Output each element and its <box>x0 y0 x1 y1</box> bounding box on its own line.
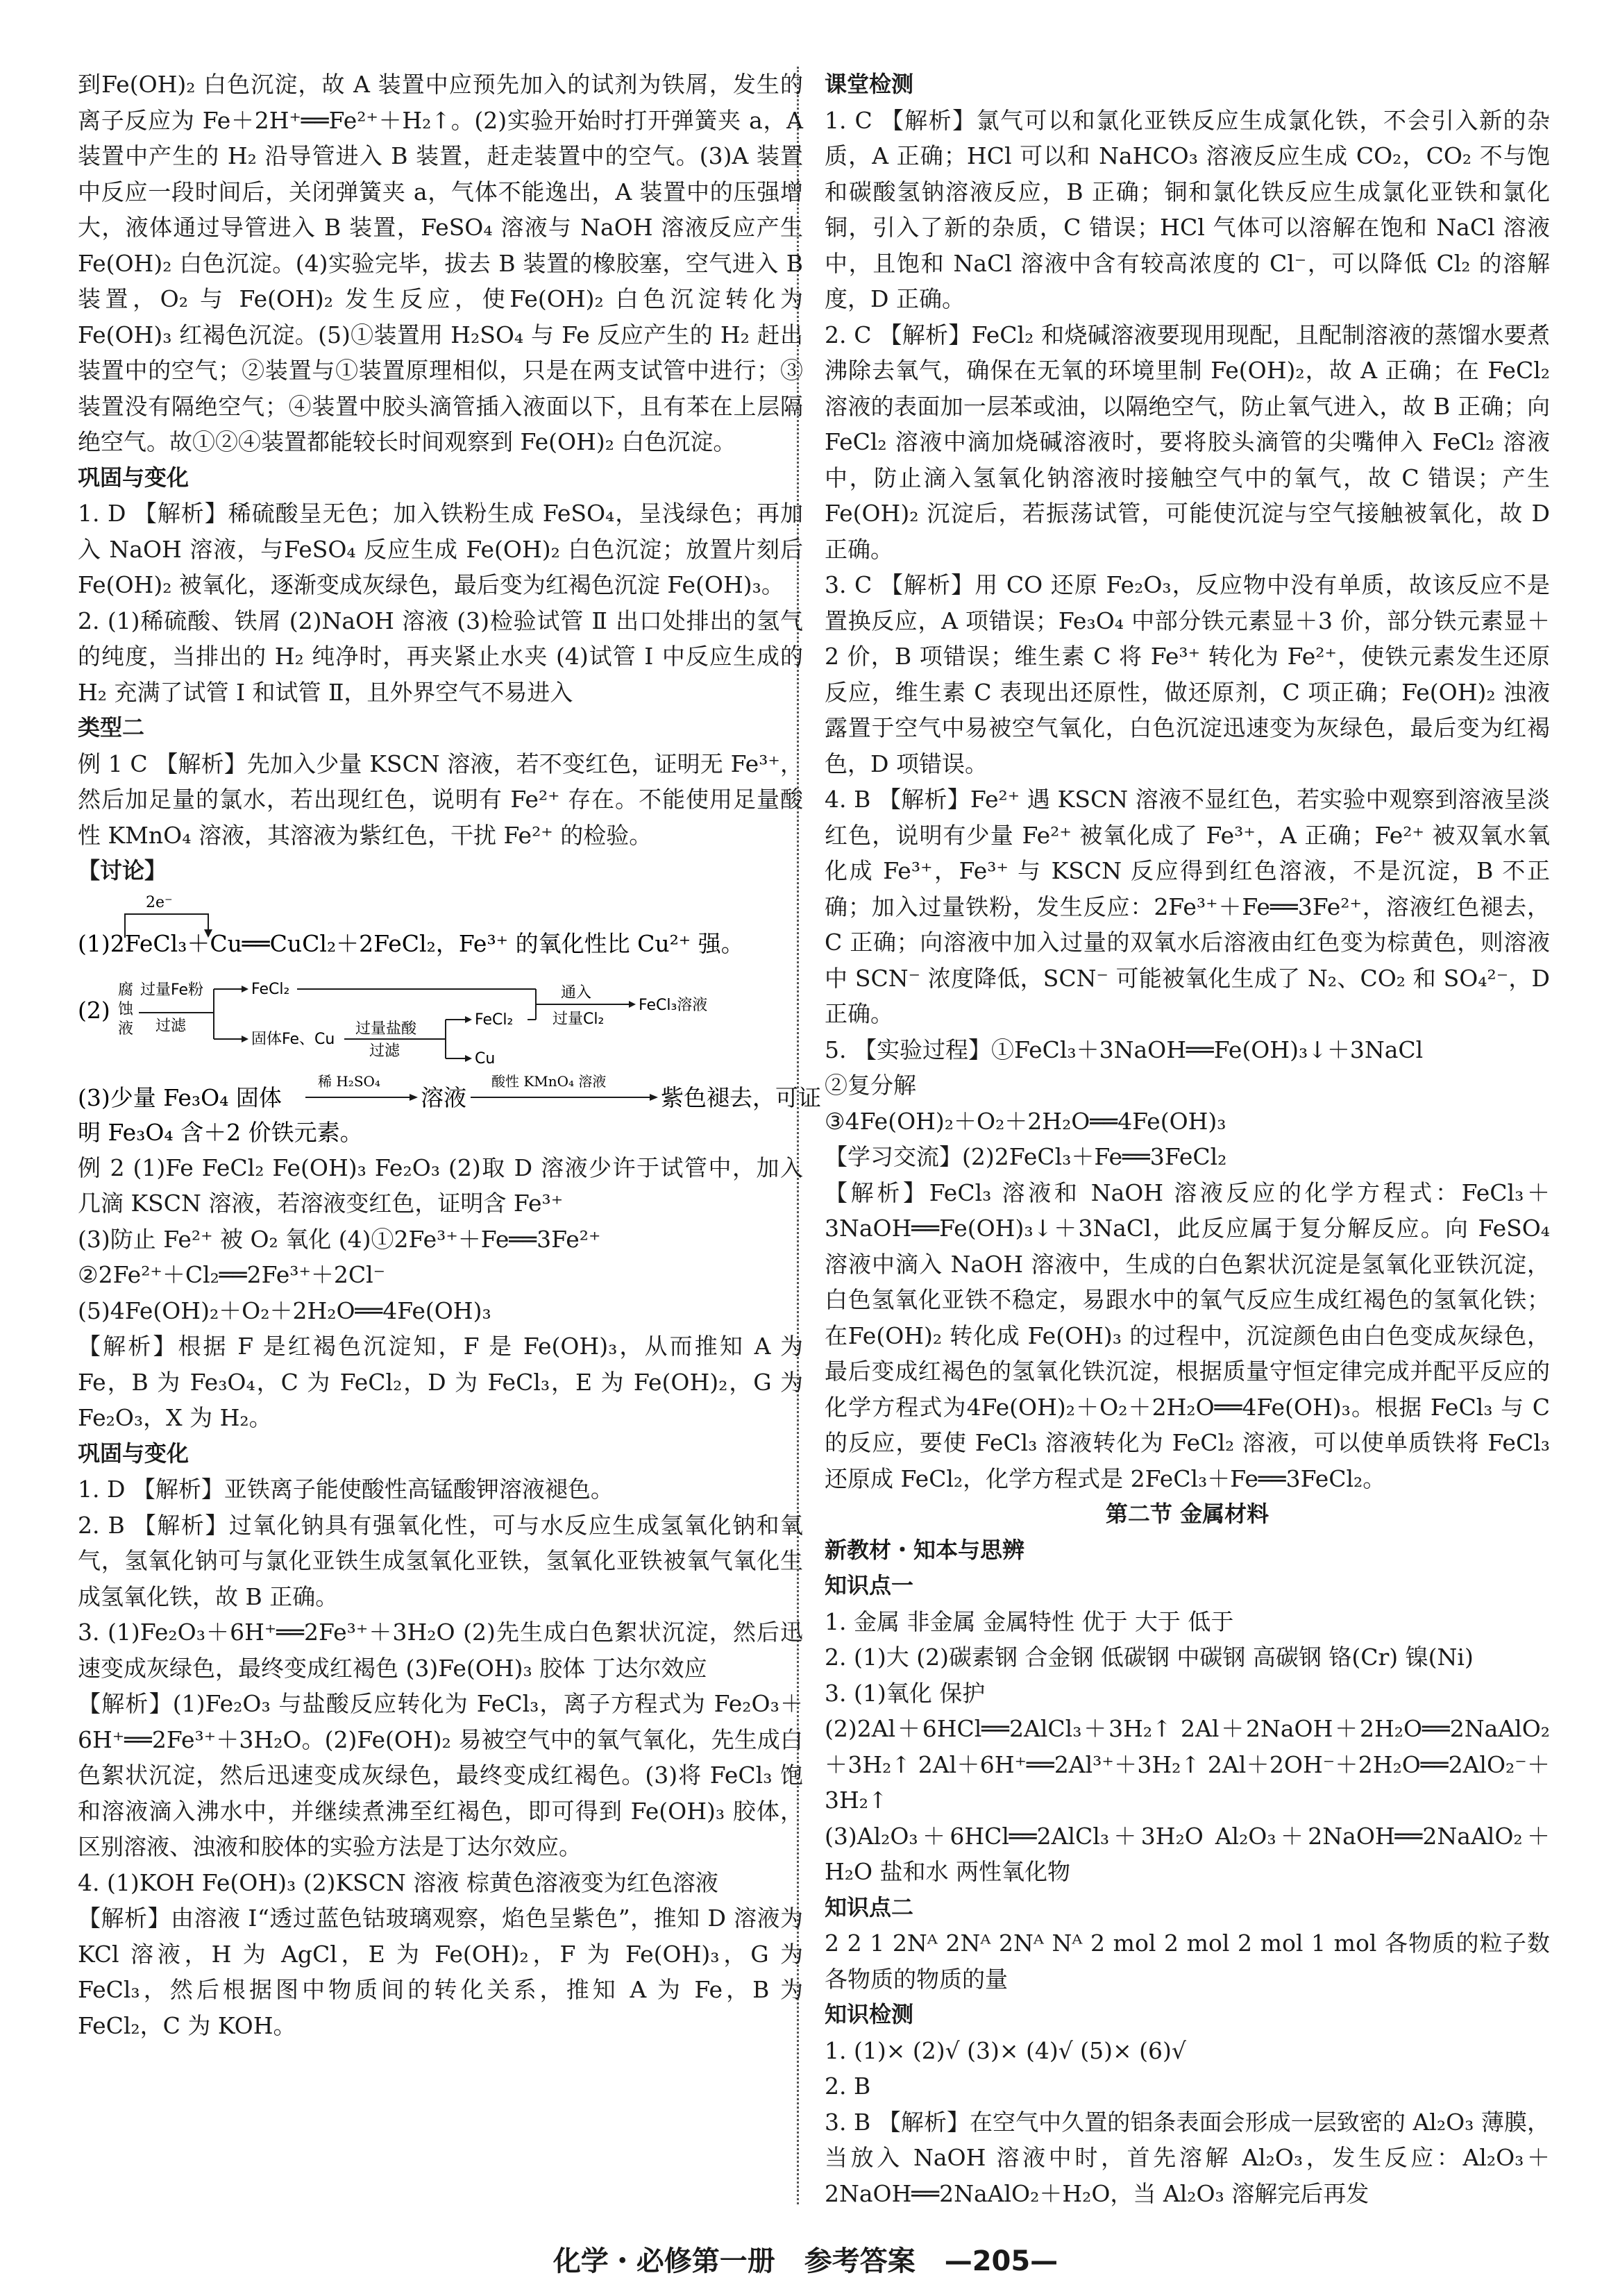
test-conclusion: 明 Fe₃O₄ 含＋2 价铁元素。 <box>78 1118 363 1146</box>
answer-item: 3. (1)Fe₂O₃＋6H⁺══2Fe³⁺＋3H₂O (2)先生成白色絮状沉淀，然后迅速变成灰绿色，最终变成红褐色 (3)Fe(OH)₃ 胶体 丁达尔效应 <box>78 1619 803 1682</box>
arrow-label: 稀 H₂SO₄ <box>318 1072 380 1090</box>
answer-paragraph: 到Fe(OH)₂ 白色沉淀，故 A 装置中应预先加入的试剂为铁屑，发生的离子反应为 Fe＋2H⁺══Fe²⁺＋H₂↑。(2)实验开始时打开弹簧夹 a，A 装置中产生的 H₂ 沿导管进入 B 装置，赶走装置中的空气。(3)A 装置中反应一段时间后，关闭弹簧夹 a，气体不能逸出，A 装置中的压强增大，液体通过导管进入 B 装置，FeSO₄ 溶液与 NaOH 溶液反应产生 Fe(OH)₂ 白色沉淀。(4)实验完毕，拔去 B 装置的橡胶塞，空气进入 B 装置，O₂ 与 Fe(OH)₂ 发生反应，使Fe(OH)₂ 白色沉淀转化为 Fe(OH)₃ 红褐色沉淀。(5)①装置用 H₂SO₄ 与 Fe 反应产生的 H₂ 赶出装置中的空气；②装置与①装置原理相似，只是在两支试管中进行；③装置没有隔绝空气；④装置中胶头滴管插入液面以下，且有苯在上层隔绝空气。故①②④装置都能较长时间观察到 Fe(OH)₂ 白色沉淀。 <box>78 71 803 455</box>
arrow-label: 酸性 KMnO₄ 溶液 <box>491 1072 607 1090</box>
answer-item: 2. C 【解析】FeCl₂ 和烧碱溶液要现用现配，且配制溶液的蒸馏水要煮沸除去氧气，确保在无氧的环境里制 Fe(OH)₂，故 A 正确；在 FeCl₂ 溶液的表面加一层苯或油，以隔绝空气，防止氧气进入，故 B 正确；向 FeCl₂ 溶液中滴加烧碱溶液时，要将胶头滴管的尖嘴伸入 FeCl₂ 溶液中，防止滴入氢氧化钠溶液时接触空气中的氧气，故 C 错误；产生Fe(OH)₂ 沉淀后，若振荡试管，可能使沉淀与空气接触被氧化，故 D 正确。 <box>825 321 1550 563</box>
answer-item: 【解析】FeCl₃ 溶液和 NaOH 溶液反应的化学方程式：FeCl₃＋3NaOH══Fe(OH)₃↓＋3NaCl，此反应属于复分解反应。向 FeSO₄ 溶液中滴入 NaOH 溶液中，生成的白色絮状沉淀是氢氧化亚铁沉淀，白色氢氧化亚铁不稳定，易跟水中的氧气反应生成红褐色的氢氧化铁；在Fe(OH)₂ 转化成 Fe(OH)₃ 的过程中，沉淀颜色由白色变成灰绿色，最后变成红褐色的氢氧化铁沉淀，根据质量守恒定律完成并配平反应的化学方程式为4Fe(OH)₂＋O₂＋2H₂O══4Fe(OH)₃。根据 FeCl₃ 与 C 的反应，要使 FeCl₃ 溶液转化为 FeCl₂ 溶液，可以使单质铁将 FeCl₃ 还原成 FeCl₂，化学方程式是 2FeCl₃＋Fe══3FeCl₂。 <box>825 1179 1550 1492</box>
process-flow-diagram <box>78 961 803 1065</box>
answer-item: 4. B 【解析】Fe²⁺ 遇 KSCN 溶液不显红色，若实验中观察到溶液呈淡红色，说明有少量 Fe²⁺ 被氧化成了 Fe³⁺，A 正确；Fe²⁺ 被双氧水氧化成 Fe³⁺，Fe³⁺ 与 KSCN 反应得到红色溶液，不是沉淀，B 不正确；加入过量铁粉，发生反应：2Fe³⁺＋Fe══3Fe²⁺，溶液红色褪去，C 正确；向溶液中加入过量的双氧水后溶液由红色变为棕黄色，则溶液中 SCN⁻ 浓度降低，SCN⁻ 可能被氧化生成了 N₂、CO₂ 和 SO₄²⁻，D 正确。 <box>825 786 1550 1027</box>
arrowhead <box>410 1094 418 1101</box>
flow-start-label: 液 <box>118 1020 134 1038</box>
answer-item: ③4Fe(OH)₂＋O₂＋2H₂O══4Fe(OH)₃ <box>825 1107 1226 1135</box>
section-heading: 巩固与变化 <box>78 464 189 491</box>
test-flow-svg <box>78 1071 821 1146</box>
example-answer: ②2Fe²⁺＋Cl₂══2Fe³⁺＋2Cl⁻ <box>78 1261 386 1288</box>
flow-start-label: 蚀 <box>118 1000 134 1018</box>
answer-item: 2. (1)大 (2)碳素钢 合金钢 低碳钢 中碳钢 高碳钢 铬(Cr) 镍(Ni) <box>825 1644 1474 1671</box>
cl2-label: 过量Cl₂ <box>553 1010 605 1028</box>
answer-item: 3. (1)氧化 保护 <box>825 1679 986 1707</box>
arrowhead <box>465 1055 472 1062</box>
filter-step: 过滤 <box>155 1017 187 1035</box>
answer-item: 【学习交流】(2)2FeCl₃＋Fe══3FeCl₂ <box>825 1143 1227 1170</box>
section-heading: 知识检测 <box>825 2001 914 2027</box>
section-heading: 巩固与变化 <box>78 1440 189 1467</box>
filter-step: 过滤 <box>369 1042 400 1060</box>
page-number: —205— <box>944 2245 1058 2277</box>
answer-item: 2 2 1 2Nᴬ 2Nᴬ 2Nᴬ Nᴬ 2 mol 2 mol 2 mol 1 mol 各物质的粒子数 各物质的物质的量 <box>825 1930 1550 1993</box>
answer-item: (3)Al₂O₃＋6HCl══2AlCl₃＋3H₂O Al₂O₃＋2NaOH══2NaAlO₂＋H₂O 盐和水 两性氧化物 <box>825 1822 1550 1885</box>
example-answer: 例 1 C 【解析】先加入少量 KSCN 溶液，若不变红色，证明无 Fe³⁺，然后加足量的氯水，若出现红色，说明有 Fe²⁺ 存在。不能使用足量酸性 KMnO₄ 溶液，其溶液为紫红色，干扰 Fe²⁺ 的检验。 <box>78 750 803 849</box>
electron-transfer-diagram <box>78 892 803 956</box>
cu-label: Cu <box>475 1049 496 1067</box>
flow-number: (2) <box>78 996 110 1024</box>
equation-text: (1)2FeCl₃＋Cu══CuCl₂＋2FeCl₂，Fe³⁺ 的氧化性比 Cu²⁺ 强。 <box>78 929 744 957</box>
arrowhead <box>650 1094 658 1101</box>
answer-item: 3. B 【解析】在空气中久置的铝条表面会形成一层致密的 Al₂O₃ 薄膜，当放入 NaOH 溶液中时，首先溶解 Al₂O₃，发生反应：Al₂O₃＋2NaOH══2NaAlO₂＋H₂O，当 Al₂O₃ 溶解完后再发 <box>825 2108 1550 2207</box>
left-column <box>78 67 821 2043</box>
answer-item: 5. 【实验过程】①FeCl₃＋3NaOH══Fe(OH)₃↓＋3NaCl <box>825 1036 1424 1063</box>
section-heading: 知识点一 <box>825 1572 914 1598</box>
fecl2-label: FeCl₂ <box>475 1011 514 1029</box>
answer-item: 2. (1)稀硫酸、铁屑 (2)NaOH 溶液 (3)检验试管 Ⅱ 出口处排出的氢气的纯度，当排出的 H₂ 纯净时，再夹紧止水夹 (4)试管 Ⅰ 中反应生成的 H₂ 充满了试管 Ⅰ 和试管 Ⅱ，且外界空气不易进入 <box>78 607 803 706</box>
answer-item: 1. 金属 非金属 金属特性 优于 大于 低于 <box>825 1607 1234 1635</box>
answer-item: 4. (1)KOH Fe(OH)₃ (2)KSCN 溶液 棕黄色溶液变为红色溶液 <box>78 1868 718 1896</box>
answer-item: 1. D 【解析】稀硫酸呈无色；加入铁粉生成 FeSO₄，呈浅绿色；再加入 NaOH 溶液，与FeSO₄ 反应生成 Fe(OH)₂ 白色沉淀；放置片刻后Fe(OH)₂ 被氧化，逐渐变成灰绿色，最后变为红褐色沉淀 Fe(OH)₃。 <box>78 500 803 598</box>
answer-item: 1. D 【解析】亚铁离子能使酸性高锰酸钾溶液褪色。 <box>78 1476 614 1503</box>
electron-transfer-svg <box>78 892 803 956</box>
fecl3-product: FeCl₃溶液 <box>639 996 708 1014</box>
footer-label: 参考答案 <box>804 2245 916 2277</box>
section-title: 第二节 金属材料 <box>1105 1501 1270 1527</box>
answer-item: 1. (1)× (2)√ (3)× (4)√ (5)× (6)√ <box>825 2036 1186 2064</box>
arrowhead <box>242 1036 248 1043</box>
answer-item: 【解析】(1)Fe₂O₃ 与盐酸反应转化为 FeCl₃，离子方程式为 Fe₂O₃＋6H⁺══2Fe³⁺＋3H₂O。(2)Fe(OH)₂ 易被空气中的氧气氧化，先生成白色絮状沉淀，然后迅速变成灰绿色，最终变成红褐色。(3)将 FeCl₃ 饱和溶液滴入沸水中，并继续煮沸至红褐色，即可得到 Fe(OH)₃ 胶体，区别溶液、浊液和胶体的实验方法是丁达尔效应。 <box>78 1690 803 1860</box>
flow-start-label: 腐 <box>118 981 134 999</box>
arrowhead <box>629 1001 636 1008</box>
test-end: 紫色褪去，可证 <box>661 1083 821 1111</box>
example-answer: (5)4Fe(OH)₂＋O₂＋2H₂O══4Fe(OH)₃ <box>78 1297 491 1324</box>
answer-item: 【解析】由溶液 Ⅰ“透过蓝色钴玻璃观察，焰色呈紫色”，推知 D 溶液为 KCl 溶液，H 为 AgCl，E 为 Fe(OH)₂，F 为 Fe(OH)₃，G 为 FeCl₃，然后根据图中物质间的转化关系，推知 A 为 Fe，B 为 FeCl₂，C 为 KOH。 <box>78 1905 803 2039</box>
footer-subject: 化学・必修第一册 <box>553 2245 775 2277</box>
section-heading: 类型二 <box>78 714 145 741</box>
reagent-hcl: 过量盐酸 <box>355 1020 417 1038</box>
right-column <box>825 67 1550 2211</box>
tongru-label: 通入 <box>561 984 592 1002</box>
arrowhead <box>242 986 248 993</box>
section-heading: 知识点二 <box>825 1893 914 1921</box>
process-flow-svg <box>78 961 803 1065</box>
fecl2-label: FeCl₂ <box>251 980 290 998</box>
discussion-heading: 【讨论】 <box>78 857 167 884</box>
page-footer <box>0 2239 1611 2279</box>
answer-item: 2. B 【解析】过氧化钠具有强氧化性，可与水反应生成氢氧化钠和氧气，氢氧化钠可与氯化亚铁生成氢氧化亚铁，氢氧化亚铁被氧气氧化生成氢氧化铁，故 B 正确。 <box>78 1511 803 1610</box>
electron-label: 2e⁻ <box>146 893 173 911</box>
test-start: (3)少量 Fe₃O₄ 固体 <box>78 1083 282 1111</box>
reagent-fe: 过量Fe粉 <box>140 981 203 999</box>
answer-item: 2. B <box>825 2073 871 2100</box>
answer-item: ②复分解 <box>825 1072 916 1099</box>
test-middle: 溶液 <box>421 1083 466 1111</box>
answer-item: 1. C 【解析】氯气可以和氯化亚铁反应生成氯化铁，不会引入新的杂质，A 正确；HCl 可以和 NaHCO₃ 溶液反应生成 CO₂，CO₂ 不与饱和碳酸氢钠溶液反应，B 正确；铜和氯化铁反应生成氯化亚铁和氯化铜，引入了新的杂质，C 错误；HCl 气体可以溶解在饱和 NaCl 溶液中，且饱和 NaCl 溶液中含有较高浓度的 Cl⁻，可以降低 Cl₂ 的溶解度，D 正确。 <box>825 106 1550 312</box>
test-flow-diagram <box>78 1071 821 1146</box>
answer-item: 3. C 【解析】用 CO 还原 Fe₂O₃，反应物中没有单质，故该反应不是置换反应，A 项错误；Fe₃O₄ 中部分铁元素显＋3 价，部分铁元素显＋2 价，B 项错误；维生素 C 将 Fe³⁺ 转化为 Fe²⁺，使铁元素发生还原反应，维生素 C 表现出还原性，做还原剂，C 项正确；Fe(OH)₂ 浊液露置于空气中易被空气氧化，白色沉淀迅速变为灰绿色，最后变为红褐色，D 项错误。 <box>825 571 1550 777</box>
section-heading: 新教材・知本与思辨 <box>825 1536 1025 1563</box>
answer-item: (2)2Al＋6HCl══2AlCl₃＋3H₂↑ 2Al＋2NaOH＋2H₂O══2NaAlO₂＋3H₂↑ 2Al＋6H⁺══2Al³⁺＋3H₂↑ 2Al＋2OH⁻＋2H₂O══2AlO₂⁻＋3H₂↑ <box>825 1715 1550 1814</box>
example-answer: 【解析】根据 F 是红褐色沉淀知，F 是 Fe(OH)₃，从而推知 A 为 Fe，B 为 Fe₃O₄，C 为 FeCl₂，D 为 FeCl₃，E 为 Fe(OH)₂，G 为 Fe₂O₃，X 为 H₂。 <box>78 1333 803 1431</box>
section-heading: 课堂检测 <box>825 71 914 97</box>
solid-label: 固体Fe、Cu <box>251 1030 335 1048</box>
example-answer: (3)防止 Fe²⁺ 被 O₂ 氧化 (4)①2Fe³⁺＋Fe══3Fe²⁺ <box>78 1225 601 1253</box>
arrowhead <box>465 1016 472 1023</box>
example-answer: 例 2 (1)Fe FeCl₂ Fe(OH)₃ Fe₂O₃ (2)取 D 溶液少许于试管中，加入几滴 KSCN 溶液，若溶液变红色，证明含 Fe³⁺ <box>78 1154 803 1217</box>
